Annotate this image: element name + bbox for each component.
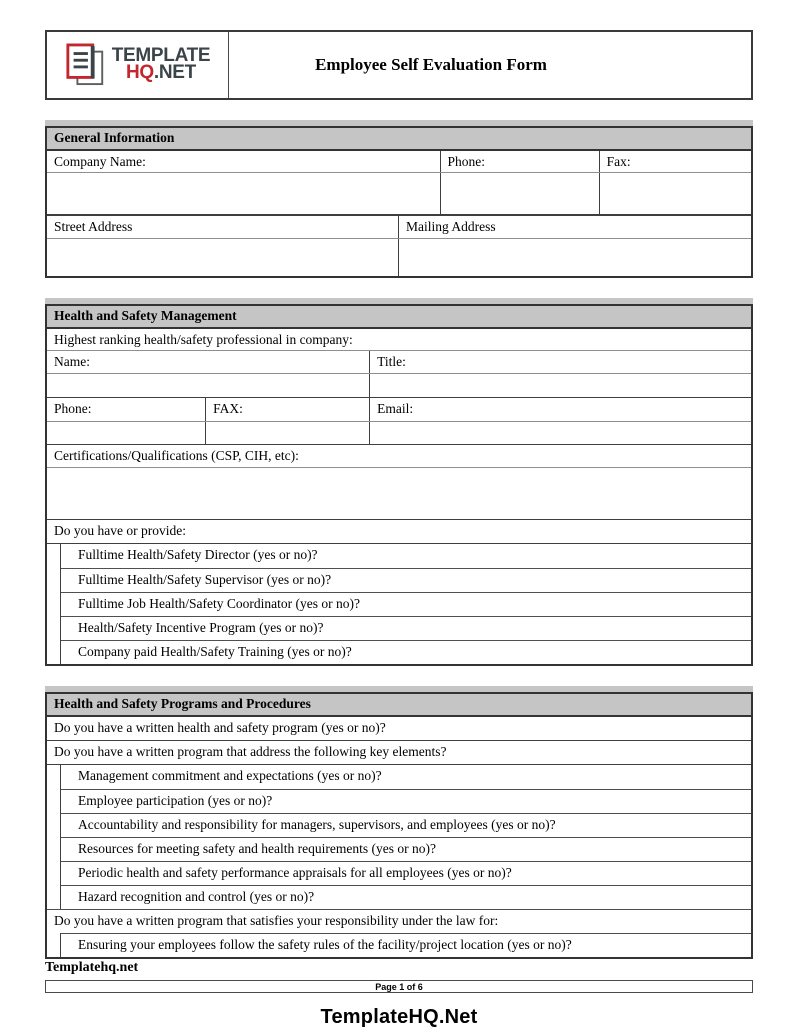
- element-hazard-recognition[interactable]: Hazard recognition and control (yes or no)?: [61, 885, 751, 909]
- section-health-safety-management: [45, 298, 753, 666]
- do-you-have-or-provide-label: Do you have or provide:: [54, 523, 186, 538]
- stacked-documents-icon: [65, 42, 107, 88]
- provide-item-fulltime-director[interactable]: Fulltime Health/Safety Director (yes or no)?: [78, 547, 318, 562]
- section-general-information: [45, 120, 753, 278]
- indent-gutter: [47, 789, 61, 813]
- question-responsibility-law: Do you have a written program that satisfies your responsibility under the law for:: [54, 913, 499, 928]
- hsm-email-input-cell[interactable]: [370, 422, 751, 444]
- indent-gutter: [47, 568, 61, 592]
- logo-hqnet-text: [112, 62, 211, 83]
- provide-item-fulltime-supervisor[interactable]: Fulltime Health/Safety Supervisor (yes or no)?: [61, 568, 751, 592]
- logo-net-text: .NET: [153, 62, 196, 83]
- mailing-address-label: Mailing Address: [406, 219, 496, 234]
- list-item: [47, 616, 751, 640]
- list-item: [47, 544, 751, 568]
- question-written-program[interactable]: Do you have a written health and safety program (yes or no)?: [54, 720, 386, 735]
- footer-site-text: Templatehq.net: [45, 960, 139, 975]
- list-item: [47, 568, 751, 592]
- hsm-phone-input-cell[interactable]: [47, 422, 206, 444]
- indent-gutter: [47, 640, 61, 664]
- phone-input-cell[interactable]: [441, 173, 600, 214]
- phone-label: Phone:: [441, 151, 600, 172]
- certifications-input-cell[interactable]: [47, 468, 751, 519]
- highest-ranking-label: Highest ranking health/safety professional in company:: [54, 332, 353, 347]
- hsm-fax-label: FAX:: [206, 398, 370, 421]
- element-employee-participation[interactable]: Employee participation (yes or no)?: [61, 789, 751, 813]
- footer-brand-text: TemplateHQ.Net: [320, 1006, 478, 1028]
- logo: [47, 32, 229, 98]
- provide-item-incentive-program[interactable]: Health/Safety Incentive Program (yes or no)?: [61, 616, 751, 640]
- hsm-email-label: Email:: [377, 401, 414, 416]
- mailing-address-input-cell[interactable]: [399, 239, 751, 276]
- logo-wordmark: [111, 45, 211, 83]
- list-item: [47, 837, 751, 861]
- element-appraisals[interactable]: Periodic health and safety performance appraisals for all employees (yes or no)?: [61, 861, 751, 885]
- indent-gutter: [47, 592, 61, 616]
- list-item: [47, 933, 751, 957]
- page-title: Employee Self Evaluation Form: [315, 55, 547, 74]
- indent-gutter: [47, 933, 61, 957]
- list-item: [47, 813, 751, 837]
- list-item: [47, 789, 751, 813]
- element-accountability[interactable]: Accountability and responsibility for managers, supervisors, and employees (yes or no)?: [61, 813, 751, 837]
- title-label: Title:: [377, 354, 406, 369]
- indent-gutter: [47, 837, 61, 861]
- company-name-input-cell[interactable]: [47, 173, 441, 214]
- indent-gutter: [47, 616, 61, 640]
- section-header-general-information: General Information: [47, 128, 751, 151]
- list-item: [47, 861, 751, 885]
- law-item-ensuring-safety-rules[interactable]: Ensuring your employees follow the safety rules of the facility/project location (yes or no)?: [61, 933, 751, 957]
- indent-gutter: [47, 813, 61, 837]
- page-number-text: Page 1 of 6: [375, 981, 423, 992]
- certifications-label: Certifications/Qualifications (CSP, CIH, etc):: [54, 448, 299, 463]
- fax-label: Fax:: [606, 154, 631, 169]
- title-input-cell[interactable]: [370, 374, 751, 397]
- title-cell: [229, 32, 751, 98]
- page-number-bar: [45, 980, 753, 993]
- section-health-safety-programs: [45, 686, 753, 959]
- section-header-health-safety-management: Health and Safety Management: [47, 306, 751, 329]
- name-input-cell[interactable]: [47, 374, 370, 397]
- fax-input-cell[interactable]: [600, 173, 751, 214]
- provide-item-paid-training[interactable]: Company paid Health/Safety Training (yes or no)?: [61, 640, 751, 664]
- page-content: [45, 0, 753, 1029]
- street-address-label: Street Address: [47, 216, 399, 238]
- list-item: [47, 592, 751, 616]
- logo-template-text: TEMPLATE: [111, 45, 211, 67]
- element-resources[interactable]: Resources for meeting safety and health requirements (yes or no)?: [61, 837, 751, 861]
- indent-gutter: [47, 861, 61, 885]
- list-item: [47, 765, 751, 789]
- indent-gutter: [47, 885, 61, 909]
- list-item: [47, 640, 751, 664]
- provide-item-job-coordinator[interactable]: Fulltime Job Health/Safety Coordinator (yes or no)?: [61, 592, 751, 616]
- document-header: [45, 30, 753, 100]
- logo-hq-text: HQ: [125, 62, 154, 83]
- name-label: Name:: [47, 351, 370, 373]
- element-management-commitment[interactable]: Management commitment and expectations (yes or no)?: [78, 768, 382, 783]
- indent-gutter: [47, 544, 61, 568]
- section-header-health-safety-programs: Health and Safety Programs and Procedures: [47, 694, 751, 717]
- question-key-elements[interactable]: Do you have a written program that address the following key elements?: [54, 744, 447, 759]
- hsm-fax-input-cell[interactable]: [206, 422, 370, 444]
- indent-gutter: [47, 765, 61, 789]
- hsm-phone-label: Phone:: [47, 398, 206, 421]
- street-address-input-cell[interactable]: [47, 239, 399, 276]
- company-name-label: Company Name:: [47, 151, 441, 172]
- list-item: [47, 885, 751, 909]
